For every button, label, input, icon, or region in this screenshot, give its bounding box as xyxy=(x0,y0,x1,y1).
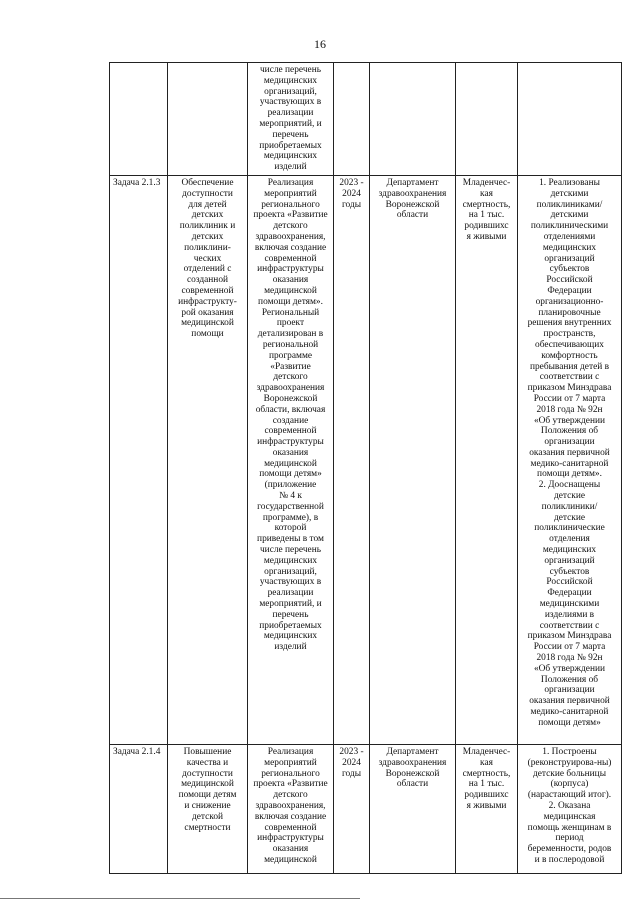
indicator-cell: Младенчес- кая смертность, на 1 тыс. родившихс я живыми xyxy=(456,175,518,744)
years-cell xyxy=(334,63,370,176)
years-cell: 2023 - 2024 годы xyxy=(334,175,370,744)
task-cell: Задача 2.1.4 xyxy=(110,744,168,873)
indicator-cell xyxy=(456,63,518,176)
content-cell: Реализация мероприятий регионального проекта «Развитие детского здравоохранения, включая создание современной инфраструктуры оказания медицинской xyxy=(248,744,334,873)
footer-divider xyxy=(0,898,360,899)
result-cell: 1. Построены (реконструирова-ны) детские больницы (корпуса) (нарастающий итог). 2. Оказана медицинская помощь женщинам в период беременности, родов и в послеродовой xyxy=(518,744,622,873)
executor-cell: Департамент здравоохранения Воронежской области xyxy=(370,175,456,744)
task-name-cell: Повышение качества и доступности медицинской помощи детям и снижение детской смертности xyxy=(168,744,248,873)
table-row xyxy=(110,175,622,744)
task-name-cell: Обеспечение доступности для детей детских поликлиник и детских поликлини- ческих отделений с созданной современной инфраструкту- рой оказания медицинской помощи xyxy=(168,175,248,744)
task-cell: Задача 2.1.3 xyxy=(110,175,168,744)
executor-cell: Департамент здравоохранения Воронежской области xyxy=(370,744,456,873)
indicator-cell: Младенчес- кая смертность, на 1 тыс. родившихс я живыми xyxy=(456,744,518,873)
years-cell: 2023 - 2024 годы xyxy=(334,744,370,873)
table-row xyxy=(110,744,622,873)
result-cell: 1. Реализованы детскими поликлиниками/ детскими поликлиническими отделениями медицинских организаций субъектов Российской Федерации организационно- планировочные решения внутренних пространств, обеспечивающих комфортность пребывания детей в соответствии с приказом Минздрава России от 7 марта 2018 года № 92н «Об утверждении Положения об организации оказания первичной медико-санитарной помощи детям». 2. Дооснащены детские поликлиники/ детские поликлинические отделения медицинских организаций субъектов Российской Федерации медицинскими изделиями в соответствии с приказом Минздрава России от 7 марта 2018 года № 92н «Об утверждении Положения об организации оказания первичной медико-санитарной помощи детям» xyxy=(518,175,622,744)
task-name-cell xyxy=(168,63,248,176)
content-cell: числе перечень медицинских организаций, участвующих в реализации мероприятий, и перечень приобретаемых медицинских изделий xyxy=(248,63,334,176)
table-row xyxy=(110,63,622,176)
program-table xyxy=(109,62,622,874)
content-cell: Реализация мероприятий регионального проекта «Развитие детского здравоохранения, включая создание современной инфраструктуры оказания медицинской помощи детям». Региональный проект детализирован в региональной программе «Развитие детского здравоохранения Воронежской области, включая создание современной инфраструктуры оказания медицинской помощи детям» (приложение № 4 к государственной программе), в которой приведены в том числе перечень медицинских организаций, участвующих в реализации мероприятий, и перечень приобретаемых медицинских изделий xyxy=(248,175,334,744)
page-number: 16 xyxy=(314,37,326,51)
result-cell xyxy=(518,63,622,176)
executor-cell xyxy=(370,63,456,176)
task-cell xyxy=(110,63,168,176)
